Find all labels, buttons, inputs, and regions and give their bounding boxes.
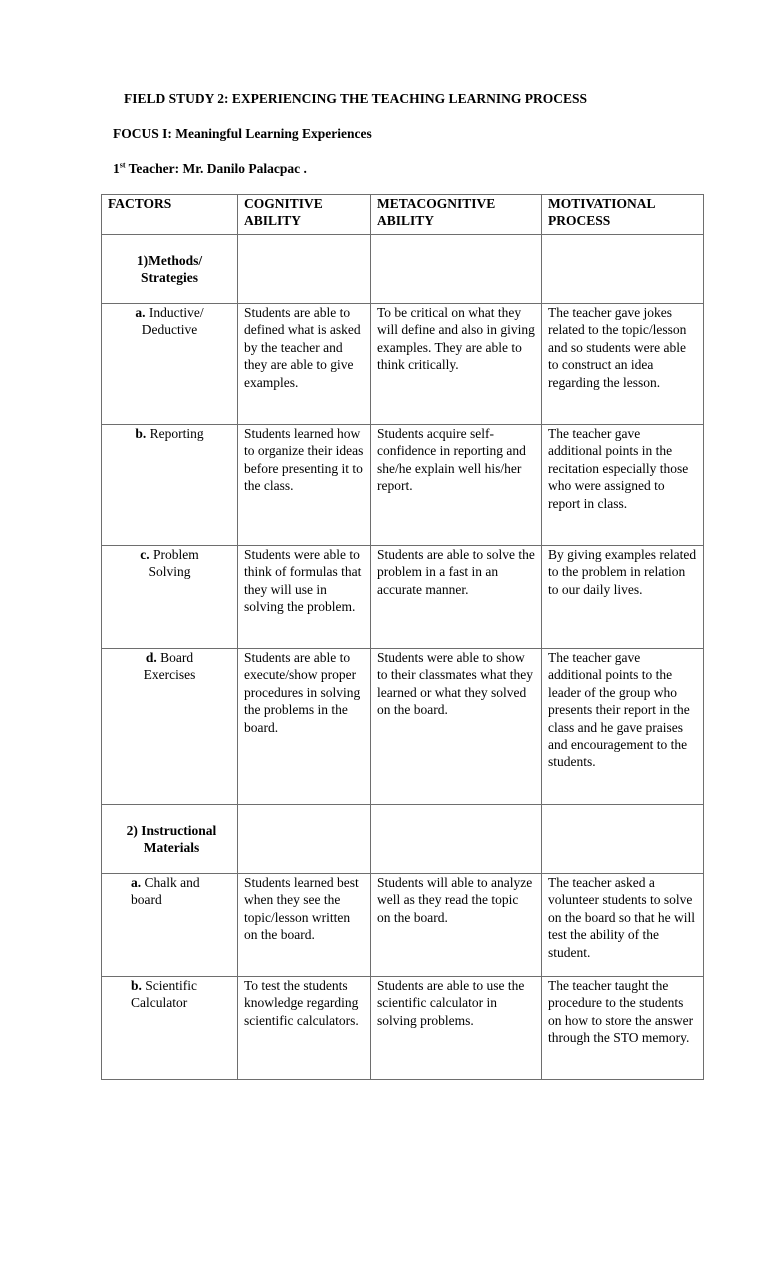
cognitive-cell: Students are able to defined what is asked by the teacher and they are able to give examples.: [238, 304, 371, 425]
empty-cell: [371, 805, 542, 874]
header-metacognitive: METACOGNITIVE ABILITY: [371, 195, 542, 235]
field-study-table: [101, 194, 704, 1080]
factor-text: Reporting: [146, 426, 204, 441]
header-cognitive: COGNITIVE ABILITY: [238, 195, 371, 235]
teacher-line: [113, 161, 307, 177]
motivational-cell: The teacher asked a volunteer students to solve on the board so that he will test the ability of the student.: [542, 874, 704, 977]
factor-letter: b.: [135, 426, 147, 441]
factor-letter: c.: [140, 547, 150, 562]
header-factors: FACTORS: [102, 195, 238, 235]
section-label: 2) Instructional Materials: [102, 805, 238, 874]
empty-cell: [542, 235, 704, 304]
cognitive-cell: To test the students knowledge regarding scientific calculators.: [238, 977, 371, 1080]
teacher-name: Teacher: Mr. Danilo Palacpac .: [125, 161, 307, 176]
teacher-ordinal-suffix: st: [119, 160, 126, 170]
factor-text: Board Exercises: [143, 650, 196, 683]
metacognitive-cell: To be critical on what they will define and also in giving examples. They are able to think critically.: [371, 304, 542, 425]
cognitive-cell: Students learned how to organize their ideas before presenting it to the class.: [238, 425, 371, 546]
metacognitive-cell: Students acquire self-confidence in reporting and she/he explain well his/her report.: [371, 425, 542, 546]
factor-text: Problem Solving: [148, 547, 199, 580]
table-row: [102, 649, 704, 805]
metacognitive-cell: Students are able to solve the problem in a fast in an accurate manner.: [371, 546, 542, 649]
motivational-cell: The teacher gave additional points to the leader of the group who presents their report in the class and he gave praises and encouragement to the students.: [542, 649, 704, 805]
factor-letter: b.: [131, 978, 142, 993]
empty-cell: [238, 235, 371, 304]
metacognitive-cell: Students were able to show to their classmates what they learned or what they solved on the board.: [371, 649, 542, 805]
section-label: 1)Methods/ Strategies: [102, 235, 238, 304]
motivational-cell: The teacher gave jokes related to the topic/lesson and so students were able to construct an idea regarding the lesson.: [542, 304, 704, 425]
table-row: [102, 304, 704, 425]
factor-text: Inductive/ Deductive: [141, 305, 204, 338]
factor-cell: [102, 546, 238, 649]
factor-cell: [102, 874, 238, 977]
metacognitive-cell: Students will able to analyze well as they read the topic on the board.: [371, 874, 542, 977]
document-title: FIELD STUDY 2: EXPERIENCING THE TEACHING LEARNING PROCESS: [124, 91, 587, 106]
section-row-materials: [102, 805, 704, 874]
cognitive-cell: Students learned best when they see the topic/lesson written on the board.: [238, 874, 371, 977]
table-row: [102, 874, 704, 977]
table-row: [102, 977, 704, 1080]
empty-cell: [238, 805, 371, 874]
motivational-cell: By giving examples related to the problem in relation to our daily lives.: [542, 546, 704, 649]
table-row: [102, 546, 704, 649]
teacher-ordinal: 1: [113, 161, 120, 176]
section-row-methods: [102, 235, 704, 304]
table-header-row: [102, 195, 704, 235]
cognitive-cell: Students were able to think of formulas that they will use in solving the problem.: [238, 546, 371, 649]
factor-cell: [102, 977, 238, 1080]
factor-cell: [102, 425, 238, 546]
table-row: [102, 425, 704, 546]
focus-heading: FOCUS I: Meaningful Learning Experiences: [113, 126, 372, 141]
empty-cell: [371, 235, 542, 304]
motivational-cell: The teacher taught the procedure to the students on how to store the answer through the STO memory.: [542, 977, 704, 1080]
factor-letter: a.: [131, 875, 142, 890]
header-motivational: MOTIVATIONAL PROCESS: [542, 195, 704, 235]
metacognitive-cell: Students are able to use the scientific calculator in solving problems.: [371, 977, 542, 1080]
factor-cell: [102, 304, 238, 425]
factor-text: Chalk and board: [131, 875, 200, 908]
factor-cell: [102, 649, 238, 805]
empty-cell: [542, 805, 704, 874]
factor-letter: a.: [135, 305, 146, 320]
motivational-cell: The teacher gave additional points in the recitation especially those who were assigned to report in class.: [542, 425, 704, 546]
cognitive-cell: Students are able to execute/show proper procedures in solving the problems in the board.: [238, 649, 371, 805]
factor-text: Scientific Calculator: [131, 978, 197, 1011]
factor-letter: d.: [145, 650, 157, 665]
